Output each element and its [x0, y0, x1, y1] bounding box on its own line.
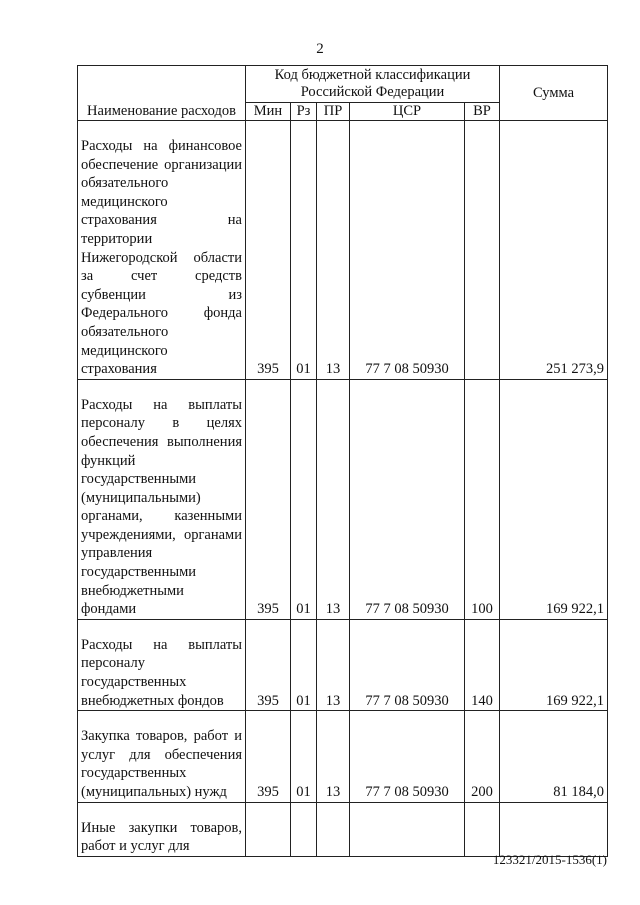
pr-cell — [317, 802, 350, 856]
rz-cell: 01 — [291, 711, 317, 802]
expense-name: Расходы на финансовое обеспечение организации обязательного медицинского страхования на территории Нижегородской области за счет средств субвенции из Федерального фонда обязательного медицинского страхования — [81, 138, 242, 378]
table-header — [78, 66, 608, 121]
vr-cell: 100 — [465, 379, 500, 619]
expense-name: Иные закупки товаров, работ и услуг для — [81, 819, 242, 855]
expense-name-cell — [78, 619, 246, 710]
vr-cell — [465, 121, 500, 380]
sum-cell: 169 922,1 — [500, 379, 608, 619]
rz-cell: 01 — [291, 379, 317, 619]
rz-cell — [291, 802, 317, 856]
vr-cell: 140 — [465, 619, 500, 710]
expense-name-cell — [78, 711, 246, 802]
csr-cell: 77 7 08 50930 — [350, 379, 465, 619]
min-cell: 395 — [246, 619, 291, 710]
sum-cell — [500, 802, 608, 856]
csr-cell: 77 7 08 50930 — [350, 121, 465, 380]
table-row — [78, 711, 608, 802]
table-row — [78, 379, 608, 619]
header-sum: Сумма — [500, 66, 608, 121]
sum-cell: 81 184,0 — [500, 711, 608, 802]
header-expense-name: Наименование расходов — [78, 66, 246, 121]
header-csr: ЦСР — [350, 103, 465, 121]
pr-cell: 13 — [317, 121, 350, 380]
csr-cell: 77 7 08 50930 — [350, 619, 465, 710]
header-vr: ВР — [465, 103, 500, 121]
csr-cell: 77 7 08 50930 — [350, 711, 465, 802]
document-code: 123321/2015-1536(1) — [492, 852, 607, 867]
table-row — [78, 802, 608, 856]
header-pr: ПР — [317, 103, 350, 121]
min-cell: 395 — [246, 711, 291, 802]
expense-name: Расходы на выплаты персоналу в целях обеспечения выполнения функций государственными (муниципальными) органами, казенными учреждениями, органами управления государственными внебюджетными фондами — [81, 396, 242, 618]
expense-name-cell — [78, 121, 246, 380]
csr-cell — [350, 802, 465, 856]
sum-cell: 169 922,1 — [500, 619, 608, 710]
vr-cell — [465, 802, 500, 856]
header-min: Мин — [246, 103, 291, 121]
pr-cell: 13 — [317, 619, 350, 710]
header-rz: Рз — [291, 103, 317, 121]
min-cell: 395 — [246, 121, 291, 380]
expense-name-cell — [78, 379, 246, 619]
min-cell — [246, 802, 291, 856]
table-body — [78, 121, 608, 857]
expense-name-cell — [78, 802, 246, 856]
expense-name: Расходы на выплаты персоналу государственных внебюджетных фондов — [81, 636, 242, 709]
pr-cell: 13 — [317, 711, 350, 802]
pr-cell: 13 — [317, 379, 350, 619]
expense-name: Закупка товаров, работ и услуг для обеспечения государственных (муниципальных) нужд — [81, 728, 242, 800]
vr-cell: 200 — [465, 711, 500, 802]
min-cell: 395 — [246, 379, 291, 619]
table-row — [78, 121, 608, 380]
page-number: 2 — [316, 41, 324, 57]
table-row — [78, 619, 608, 710]
budget-expenses-table — [77, 65, 608, 857]
rz-cell: 01 — [291, 619, 317, 710]
rz-cell: 01 — [291, 121, 317, 380]
sum-cell: 251 273,9 — [500, 121, 608, 380]
header-classification-code: Код бюджетной классификации Российской Федерации — [246, 66, 500, 103]
